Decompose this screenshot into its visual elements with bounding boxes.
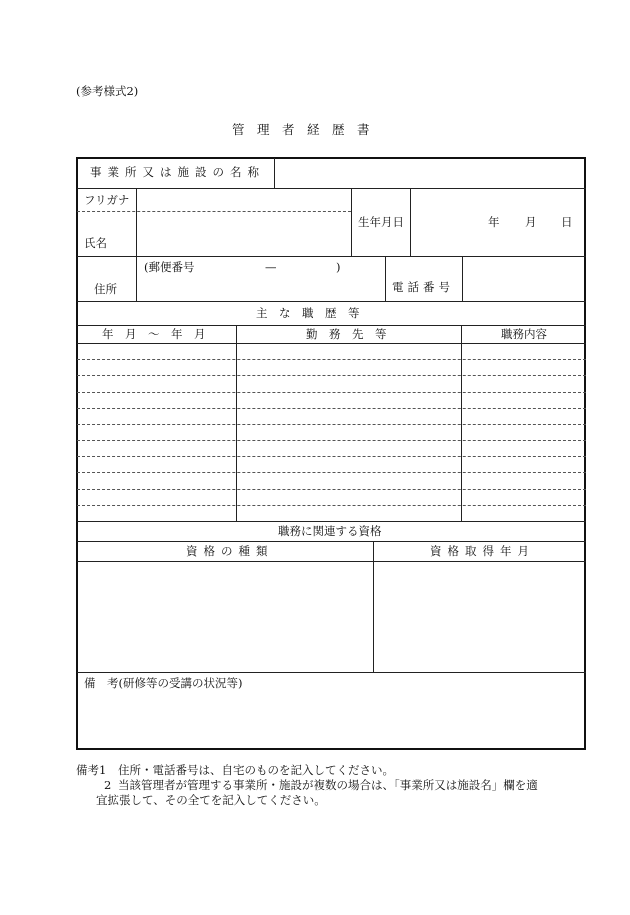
career-workplace-cell[interactable] [238,457,459,471]
postal-code-label: (郵便番号 [144,260,195,274]
career-duties-cell[interactable] [463,473,584,487]
qualifications-title-bottom [77,541,586,542]
remarks-label: 備 考(研修等の受講の状況等) [84,676,243,690]
address-field[interactable] [138,257,384,300]
career-period-cell[interactable] [79,393,234,407]
phone-field[interactable] [464,257,584,300]
career-workplace-cell[interactable] [238,425,459,439]
career-workplace-cell[interactable] [238,360,459,374]
note-2-line-1: 当該管理者が管理する事業所・施設が複数の場合は、「事業所又は施設名」欄を適 [118,778,538,792]
address-label: 住所 [94,282,117,296]
career-duties-cell[interactable] [463,425,584,439]
form-style-label: (参考様式2) [76,84,139,98]
note-2-number: 2 [104,778,112,792]
phone-value-divider [462,256,463,301]
address-label-divider [136,256,137,301]
career-duties-cell[interactable] [463,457,584,471]
phone-left-divider [385,256,386,301]
career-duties-cell[interactable] [463,344,584,358]
career-duties-cell[interactable] [463,506,584,520]
note-1: 住所・電話番号は、自宅のものを記入してください。 [118,763,394,777]
note-2-line-2: 宜拡張して、その全てを記入してください。 [96,793,326,807]
career-workplace-cell[interactable] [238,376,459,390]
career-duties-header: 職務内容 [501,327,547,341]
career-workplace-cell[interactable] [238,506,459,520]
career-workplace-header: 勤 務 先 等 [306,327,387,341]
career-duties-cell[interactable] [463,360,584,374]
career-period-cell[interactable] [79,376,234,390]
career-workplace-cell[interactable] [238,344,459,358]
phone-label: 電話番号 [392,280,454,294]
career-period-cell[interactable] [79,506,234,520]
career-period-header: 年 月 〜 年 月 [102,327,206,341]
career-duties-cell[interactable] [463,393,584,407]
birthdate-left-divider [351,188,352,256]
birthdate-field[interactable] [412,189,584,255]
career-period-cell[interactable] [79,360,234,374]
career-duties-cell[interactable] [463,376,584,390]
career-section-bottom [77,521,586,522]
name-label-divider [136,188,137,256]
career-period-cell[interactable] [79,425,234,439]
name-label: 氏名 [84,236,107,250]
career-period-cell[interactable] [79,409,234,423]
note-prefix: 備考1 [76,763,107,777]
career-duties-divider [461,325,462,521]
career-duties-cell[interactable] [463,441,584,455]
qualifications-section-title: 職務に関連する資格 [278,524,382,538]
qualification-type-field[interactable] [79,563,371,670]
postal-code-dash: — [265,260,277,274]
qualification-acquired-header: 資格取得年月 [430,544,535,558]
career-period-cell[interactable] [79,441,234,455]
career-workplace-cell[interactable] [238,490,459,504]
page-title: 管 理 者 経 歴 書 [232,122,370,137]
birthdate-value-divider [410,188,411,256]
furigana-separator [77,211,351,212]
career-period-cell[interactable] [79,490,234,504]
qualification-type-header: 資格の種類 [186,544,274,558]
career-period-cell[interactable] [79,344,234,358]
remarks-field[interactable] [79,693,584,748]
birth-year-unit: 年 [488,215,500,229]
career-workplace-cell[interactable] [238,441,459,455]
qualifications-header-bottom [77,561,586,562]
qualifications-section-bottom [77,672,586,673]
furigana-label: フリガナ [84,193,130,207]
career-title-bottom [77,325,586,326]
career-workplace-cell[interactable] [238,409,459,423]
career-duties-cell[interactable] [463,490,584,504]
career-duties-cell[interactable] [463,409,584,423]
career-workplace-cell[interactable] [238,393,459,407]
birth-month-unit: 月 [525,215,537,229]
postal-code-close: ) [336,260,341,274]
career-period-divider [236,325,237,521]
career-period-cell[interactable] [79,457,234,471]
birthdate-label: 生年月日 [358,215,404,229]
furigana-field[interactable] [138,189,350,210]
office-name-field[interactable] [276,159,584,187]
office-name-label: 事業所又は施設の名称 [90,165,265,179]
career-section-title: 主 な 職 歴 等 [256,306,360,320]
career-workplace-cell[interactable] [238,473,459,487]
name-field[interactable] [138,213,350,255]
birth-day-unit: 日 [561,215,573,229]
address-row-bottom [77,301,586,302]
office-divider [274,158,275,188]
qualification-acquired-field[interactable] [375,563,584,670]
career-period-cell[interactable] [79,473,234,487]
